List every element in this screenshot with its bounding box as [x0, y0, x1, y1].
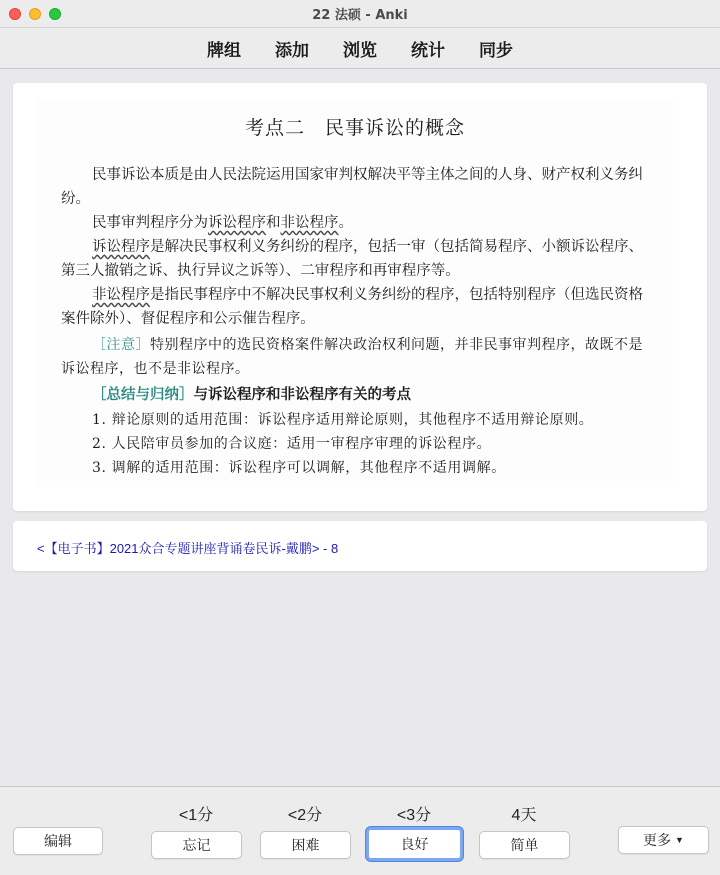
interval-good: <3分: [396, 807, 432, 824]
note-text: 特别程序中的选民资格案件解决政治权利问题，并非民事审判程序，故既不是诉讼程序，也不是非讼程序。: [61, 337, 643, 377]
more-button[interactable]: [618, 826, 709, 854]
interval-easy: 4天: [511, 807, 537, 824]
card-heading: 考点二 民事诉讼的概念: [244, 117, 465, 139]
review-card: [13, 83, 707, 511]
toolbar-decks-link[interactable]: 牌组: [207, 40, 241, 61]
summary-item: 1. 辩论原则的适用范围：诉讼程序适用辩论原则，其他程序不适用辩论原则。: [92, 412, 594, 428]
paragraph-2: [61, 211, 657, 235]
summary-heading: [61, 383, 657, 407]
interval-again: <1分: [178, 807, 214, 824]
summary-title: 与诉讼程序和非讼程序有关的考点: [193, 386, 411, 403]
main-toolbar: [0, 28, 720, 69]
summary-tag: ［总结与归纳］: [92, 386, 194, 403]
term-non-litigation-2: 非讼程序: [92, 287, 150, 303]
note-paragraph: [61, 333, 657, 381]
paragraph-3-text: 是解决民事权利义务纠纷的程序，包括一审（包括简易程序、小额诉讼程序、第三人撤销之诉、执行异议之诉等）、二审程序和再审程序等。: [61, 239, 643, 279]
good-button[interactable]: 良好: [366, 827, 463, 861]
source-reference: <【电子书】2021众合专题讲座背诵卷民诉-戴鹏> - 8: [37, 541, 339, 556]
paragraph-4: [61, 283, 657, 331]
term-non-litigation: 非讼程序: [280, 215, 339, 231]
hard-button[interactable]: 困难: [260, 831, 351, 859]
window-title: 22 法硕 - Anki: [312, 8, 408, 23]
term-litigation-2: 诉讼程序: [92, 239, 150, 255]
source-card: [13, 521, 707, 571]
easy-button[interactable]: 简单: [479, 831, 570, 859]
again-button[interactable]: 忘记: [151, 831, 242, 859]
summary-item: 3. 调解的适用范围：诉讼程序可以调解，其他程序不适用调解。: [92, 460, 506, 476]
toolbar-sync-link[interactable]: 同步: [479, 40, 513, 61]
paragraph-2-text: 民事审判程序分为: [92, 215, 208, 231]
toolbar-browse-link[interactable]: 浏览: [343, 40, 377, 61]
paragraph-2-join: 和: [266, 215, 281, 231]
edit-button[interactable]: 编辑: [13, 827, 103, 855]
paragraph-1: 民事诉讼本质是由人民法院运用国家审判权解决平等主体之间的人身、财产权利义务纠纷。: [61, 167, 643, 207]
more-label: 更多: [643, 832, 672, 848]
caret-down-icon: ▼: [675, 835, 684, 845]
note-tag: ［注意］: [92, 337, 150, 353]
term-litigation: 诉讼程序: [208, 215, 266, 231]
toolbar-add-link[interactable]: 添加: [275, 40, 309, 61]
card-image: [37, 99, 673, 487]
minimize-window-button[interactable]: [29, 8, 41, 20]
paragraph-4-text: 是指民事程序中不解决民事权利义务纠纷的程序，包括特别程序（但选民资格案件除外）、督促程序和公示催告程序。: [61, 287, 643, 327]
interval-hard: <2分: [287, 807, 323, 824]
window-controls: [9, 8, 61, 20]
paragraph-3: [61, 235, 657, 283]
maximize-window-button[interactable]: [49, 8, 61, 20]
summary-item: 2. 人民陪审员参加的合议庭：适用一审程序审理的诉讼程序。: [92, 436, 492, 452]
window-titlebar: [0, 0, 720, 28]
close-window-button[interactable]: [9, 8, 21, 20]
toolbar-stats-link[interactable]: 统计: [411, 40, 445, 61]
paragraph-2-end: 。: [338, 215, 353, 231]
answer-bar: [0, 786, 720, 875]
